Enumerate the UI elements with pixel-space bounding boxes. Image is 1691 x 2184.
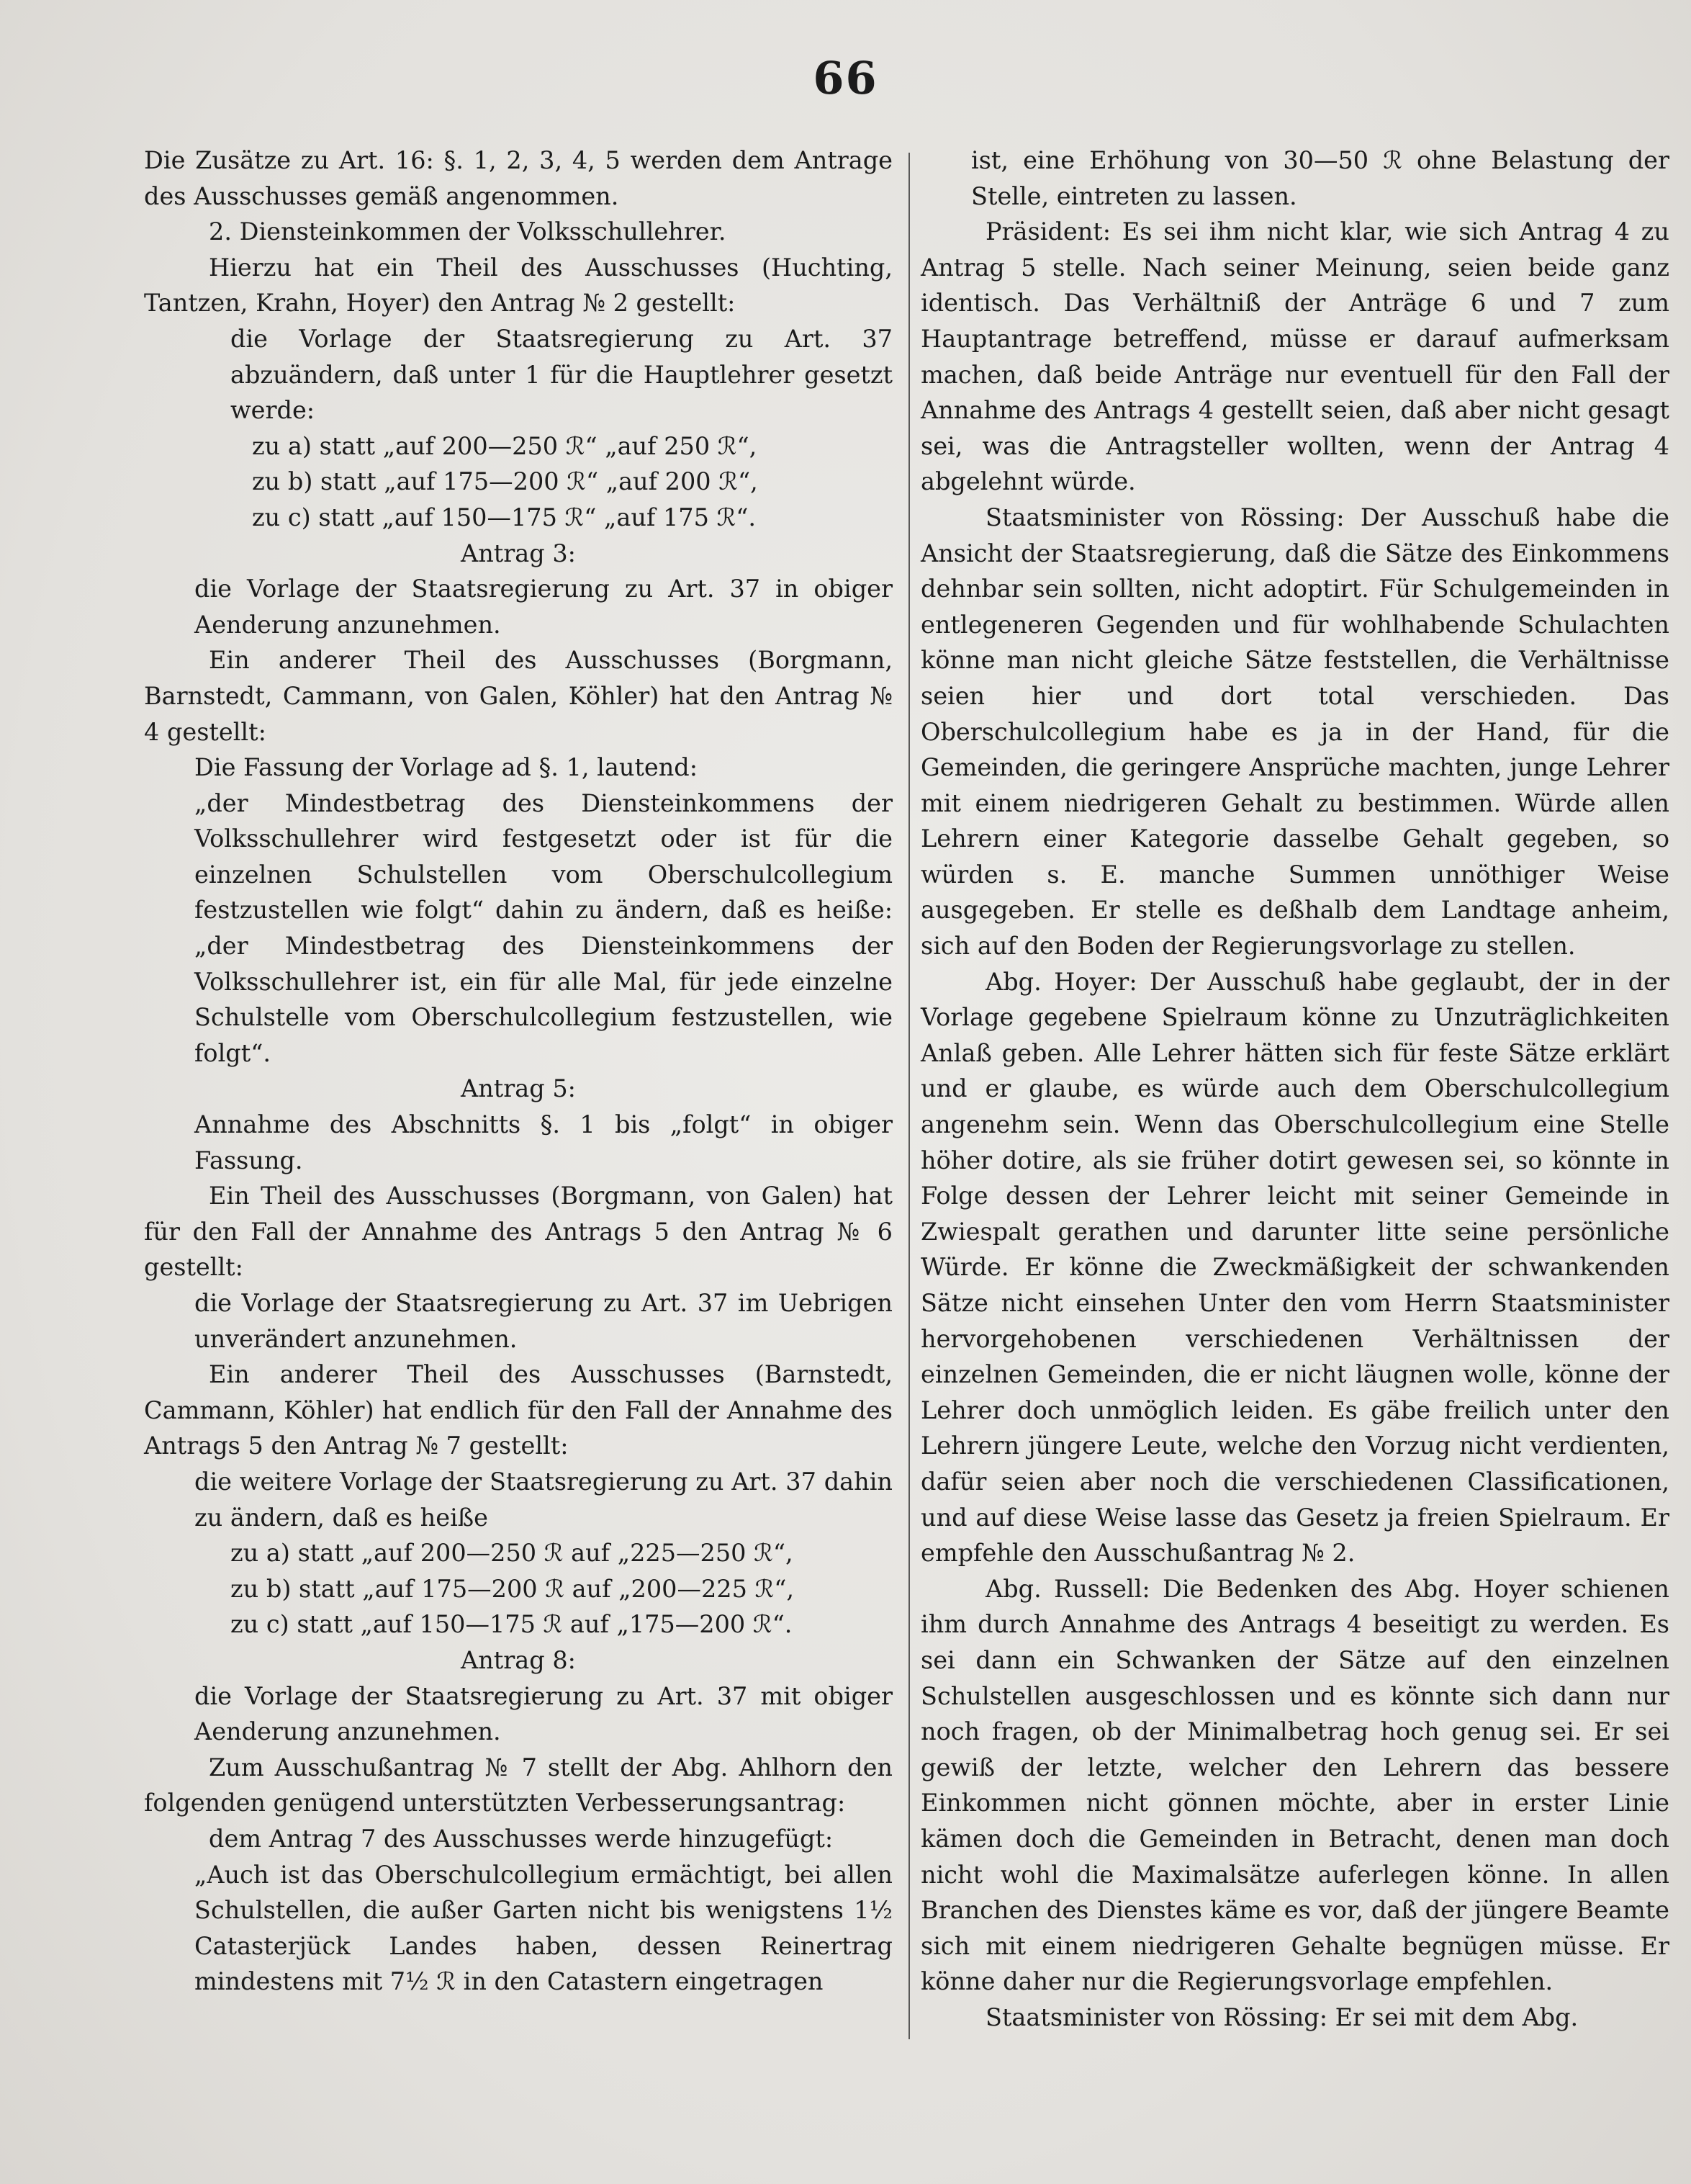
paragraph: 2. Diensteinkommen der Volksschullehrer. bbox=[209, 217, 726, 246]
paragraph: Zum Ausschußantrag № 7 stellt der Abg. Ahlhorn den folgenden genügend unterstützten Verbesserungsantrag: bbox=[144, 1753, 893, 1817]
paragraph: Staatsminister von Rössing: Der Ausschuß habe die Ansicht der Staatsregierung, daß die Sätze des Einkommens dehnbar sein sollten, nicht adoptirt. Für Schulgemeinden in entlegeneren Gegenden und für wohlhabende Schulachten könne man nicht gleiche Sätze feststellen, die Verhältnisse seien hier und dort total verschieden. Das Oberschulcollegium habe es ja in der Hand, für die Gemeinden, die geringere Ansprüche machten, junge Lehrer mit einem niedrigeren Gehalt zu bestimmen. Würde allen Lehrern einer Kategorie dasselbe Gehalt gegeben, so würden s. E. manche Summen unnöthiger Weise ausgegeben. Er stelle es deßhalb dem Landtage anheim, sich auf den Boden der Regierungsvorlage zu stellen. bbox=[921, 503, 1669, 961]
paragraph: die Vorlage der Staatsregierung zu Art. 37 in obiger Aenderung anzunehmen. bbox=[194, 575, 893, 639]
paragraph: Ein anderer Theil des Ausschusses (Barnstedt, Cammann, Köhler) hat endlich für den Fall der Annahme des Antrags 5 den Antrag № 7 gestellt: bbox=[144, 1360, 893, 1460]
paragraph: zu c) statt „auf 150—175 ℛ“ „auf 175 ℛ“. bbox=[252, 503, 757, 531]
paragraph: zu b) statt „auf 175—200 ℛ auf „200—225 ℛ“, bbox=[230, 1574, 795, 1603]
paragraph: Die Zusätze zu Art. 16: §. 1, 2, 3, 4, 5 werden dem Antrage des Ausschusses gemäß angenommen. bbox=[144, 146, 893, 210]
paragraph: Abg. Russell: Die Bedenken des Abg. Hoyer schienen ihm durch Annahme des Antrags 4 beseitigt zu werden. Es sei dann ein Schwanken der Sätze auf den einzelnen Schulstellen ausgeschlossen und es könnte sich dann nur noch fragen, ob der Minimalbetrag hoch genug sei. Er sei gewiß der letzte, welcher den Lehrern das bessere Einkommen nicht gönnen möchte, aber in erster Linie kämen doch die Gemeinden in Betracht, denen man doch nicht wohl die Maximalsätze auferlegen könne. In allen Branchen des Dienstes käme es vor, daß der jüngere Beamte sich mit einem niedrigeren Gehalte begnügen müsse. Er könne daher nur die Regierungsvorlage empfehlen. bbox=[921, 1574, 1669, 1996]
paragraph: Ein Theil des Ausschusses (Borgmann, von Galen) hat für den Fall der Annahme des Antrags 5 den Antrag № 6 gestellt: bbox=[144, 1182, 893, 1282]
paragraph: ist, eine Erhöhung von 30—50 ℛ ohne Belastung der Stelle, eintreten zu lassen. bbox=[971, 146, 1669, 210]
paragraph: Antrag 5: bbox=[461, 1074, 576, 1103]
paragraph: Staatsminister von Rössing: Er sei mit dem Abg. bbox=[986, 2003, 1579, 2031]
paragraph: Hierzu hat ein Theil des Ausschusses (Huchting, Tantzen, Krahn, Hoyer) den Antrag № 2 gestellt: bbox=[144, 253, 893, 318]
paragraph: zu c) statt „auf 150—175 ℛ auf „175—200 ℛ“. bbox=[230, 1610, 793, 1639]
paragraph: Ein anderer Theil des Ausschusses (Borgmann, Barnstedt, Cammann, von Galen, Köhler) hat den Antrag № 4 gestellt: bbox=[144, 646, 893, 746]
paragraph: Annahme des Abschnitts §. 1 bis „folgt“ in obiger Fassung. bbox=[194, 1110, 893, 1174]
paragraph: die weitere Vorlage der Staatsregierung zu Art. 37 dahin zu ändern, daß es heiße bbox=[194, 1467, 893, 1532]
paragraph: die Vorlage der Staatsregierung zu Art. 37 abzuändern, daß unter 1 für die Hauptlehrer gesetzt werde: bbox=[230, 324, 893, 425]
paragraph: zu b) statt „auf 175—200 ℛ“ „auf 200 ℛ“, bbox=[252, 467, 758, 496]
paragraph: die Vorlage der Staatsregierung zu Art. 37 mit obiger Aenderung anzunehmen. bbox=[194, 1681, 893, 1746]
paragraph: „der Mindestbetrag des Diensteinkommens der Volksschullehrer wird festgesetzt oder ist für die einzelnen Schulstellen vom Oberschulcollegium festzustellen wie folgt“ dahin zu ändern, daß es heiße: „der Mindestbetrag des Diensteinkommens der Volksschullehrer ist, ein für alle Mal, für jede einzelne Schulstelle vom Oberschulcollegium festzustellen, wie folgt“. bbox=[194, 788, 893, 1067]
paragraph: Antrag 3: bbox=[461, 539, 576, 567]
column-divider bbox=[908, 153, 910, 2039]
paragraph: dem Antrag 7 des Ausschusses werde hinzugefügt: bbox=[209, 1824, 834, 1853]
paragraph: „Auch ist das Oberschulcollegium ermächtigt, bei allen Schulstellen, die außer Garten nicht bis wenigstens 1½ Catasterjück Landes haben, dessen Reinertrag mindestens mit 7½ ℛ in den Catastern eingetragen bbox=[194, 1860, 893, 1996]
right-column bbox=[921, 143, 1669, 2035]
paragraph: zu a) statt „auf 200—250 ℛ“ „auf 250 ℛ“, bbox=[252, 431, 757, 460]
paragraph: die Vorlage der Staatsregierung zu Art. 37 im Uebrigen unverändert anzunehmen. bbox=[194, 1289, 893, 1353]
paragraph: zu a) statt „auf 200—250 ℛ auf „225—250 ℛ“, bbox=[230, 1539, 793, 1568]
paragraph: Präsident: Es sei ihm nicht klar, wie sich Antrag 4 zu Antrag 5 stelle. Nach seiner Meinung, seien beide ganz identisch. Das Verhältniß der Anträge 6 und 7 zum Hauptantrage betreffend, müsse er darauf aufmerksam machen, daß beide Anträge nur eventuell für den Fall der Annahme des Antrags 4 gestellt seien, daß aber nicht gesagt sei, was die Antragsteller wollten, wenn der Antrag 4 abgelehnt würde. bbox=[921, 217, 1669, 496]
left-column bbox=[144, 143, 893, 2000]
paragraph: Die Fassung der Vorlage ad §. 1, lautend: bbox=[194, 753, 698, 782]
page-number: 66 bbox=[813, 52, 878, 104]
paragraph: Abg. Hoyer: Der Ausschuß habe geglaubt, der in der Vorlage gegebene Spielraum könne zu Unzuträglichkeiten Anlaß geben. Alle Lehrer hätten sich für feste Sätze erklärt und er glaube, es würde auch dem Oberschulcollegium angenehm sein. Wenn das Oberschulcollegium eine Stelle höher dotire, als sie früher dotirt gewesen sei, so könnte in Folge dessen der Lehrer leicht mit seiner Gemeinde in Zwiespalt gerathen und darunter litte seine persönliche Würde. Er könne die Zweckmäßigkeit der schwankenden Sätze nicht einsehen Unter den vom Herrn Staatsminister hervorgehobenen verschiedenen Verhältnissen der einzelnen Gemeinden, die er nicht läugnen wolle, könne der Lehrer doch unmöglich leiden. Es gäbe freilich unter den Lehrern jüngere Leute, welche den Vorzug nicht verdienten, dafür seien aber noch die verschiedenen Classificationen, und auf diese Weise lasse das Gesetz ja freien Spielraum. Er empfehle den Ausschußantrag № 2. bbox=[921, 967, 1669, 1568]
paragraph: Antrag 8: bbox=[461, 1645, 576, 1674]
